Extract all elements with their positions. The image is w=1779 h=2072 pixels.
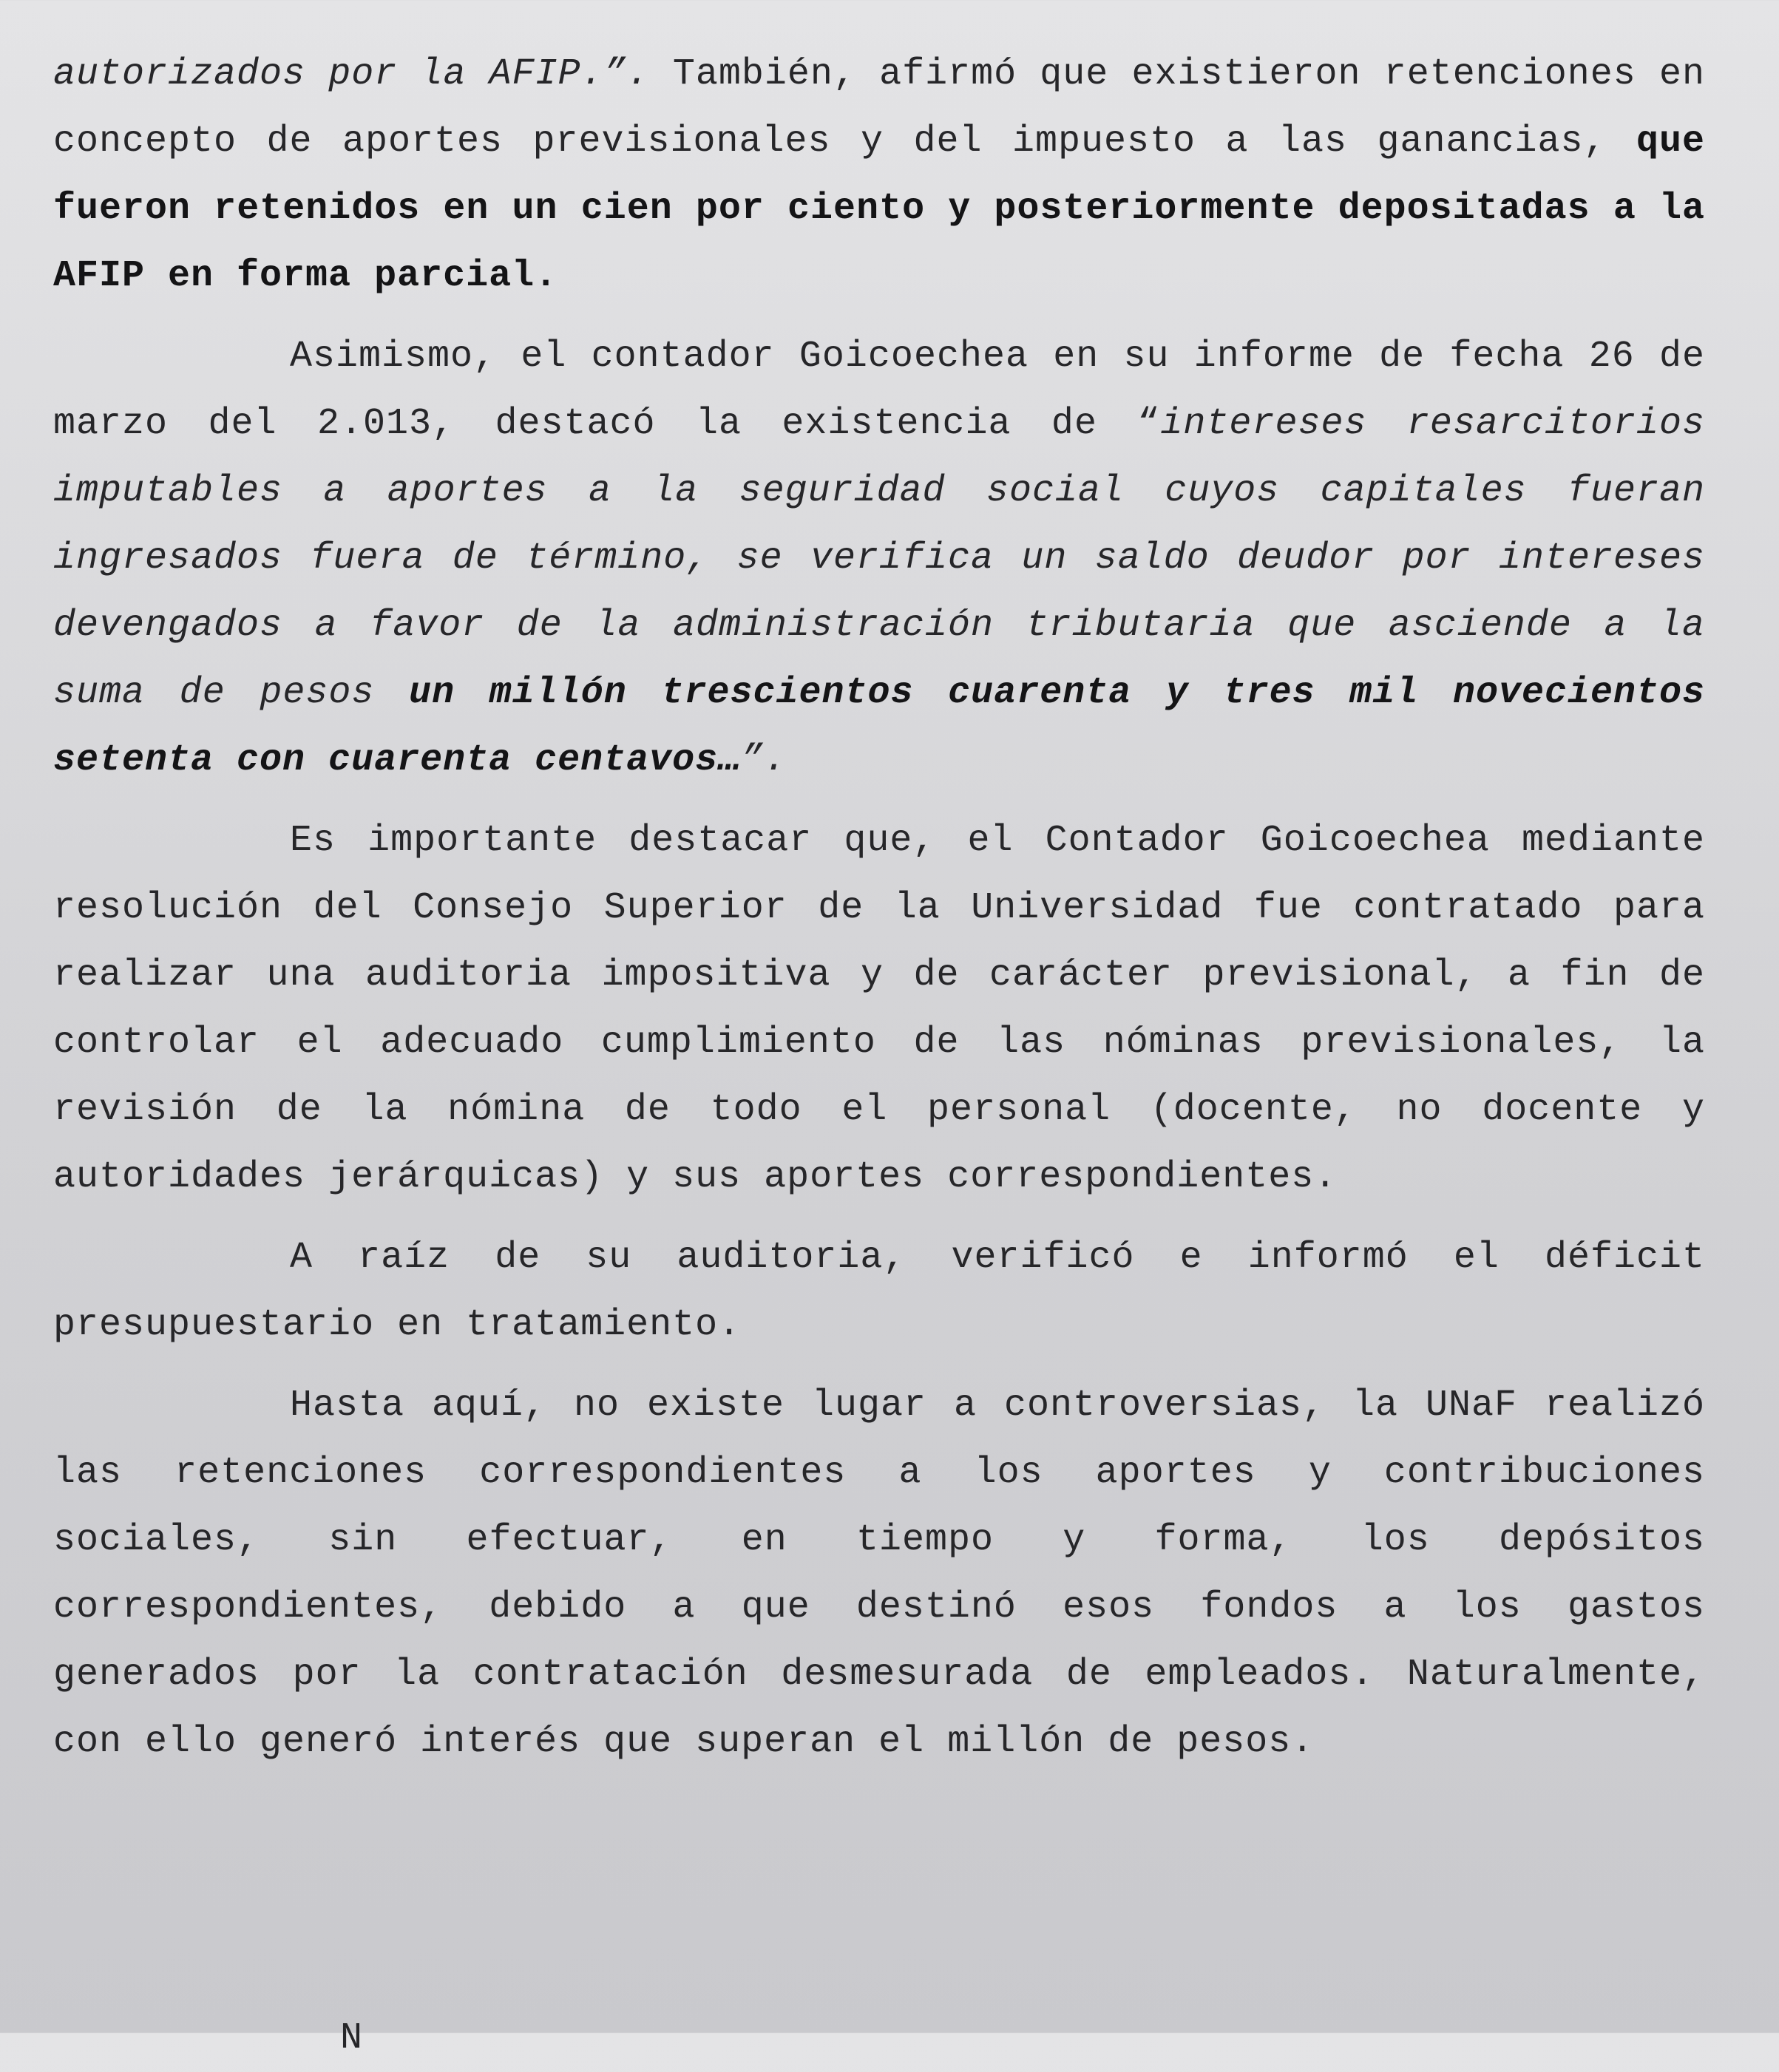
paragraph-2-quote-close: ”. [741,739,787,781]
paragraph-1 [53,41,1705,310]
paragraph-1-bold: que fueron retenidos en un cien por ciento y posteriormente depositadas a la AFIP en forma parcial. [53,120,1705,297]
paragraph-2-amount: un millón trescientos cuarenta y tres mil novecientos setenta con cuarenta centavos… [53,672,1705,781]
paragraph-3: Es importante destacar que, el Contador Goicoechea mediante resolución del Consejo Superior de la Universidad fue contratado para realizar una auditoria impositiva y de carácter previsional, a fin de controlar el adecuado cumplimiento de las nóminas previsionales, la revisión de la nómina de todo el personal (docente, no docente y autoridades jerárquicas) y sus aportes correspondientes. [53,820,1705,1198]
paragraph-5: Hasta aquí, no existe lugar a controversias, la UNaF realizó las retenciones correspondientes a los aportes y contribuciones sociales, sin efectuar, en tiempo y forma, los depósitos correspondientes, debido a que destinó esos fondos a los gastos generados por la contratación desmesurada de empleados. Naturalmente, con ello generó interés que superan el millón de pesos. [53,1385,1705,1763]
paragraph-2-quote: intereses resarcitorios imputables a aportes a la seguridad social cuyos capitales fueran ingresados fuera de término, se verifica un saldo deudor por intereses devengados a favor de la administración tributaria que asciende a la suma de pesos [53,403,1705,714]
cut-off-line: N [340,2017,363,2059]
paragraph-4: A raíz de su auditoria, verificó e informó el déficit presupuestario en tratamiento. [53,1237,1705,1346]
paragraph-1-text: También, afirmó que existieron retenciones en concepto de aportes previsionales y del impuesto a las ganancias, [53,53,1705,163]
paragraph-2 [53,323,1705,794]
paragraph-1-quote-end: autorizados por la AFIP.”. [53,53,650,95]
paragraph-2-intro: Asimismo, el contador Goicoechea en su informe de fecha 26 de marzo del 2.013, destacó la existencia de “ [53,336,1705,445]
